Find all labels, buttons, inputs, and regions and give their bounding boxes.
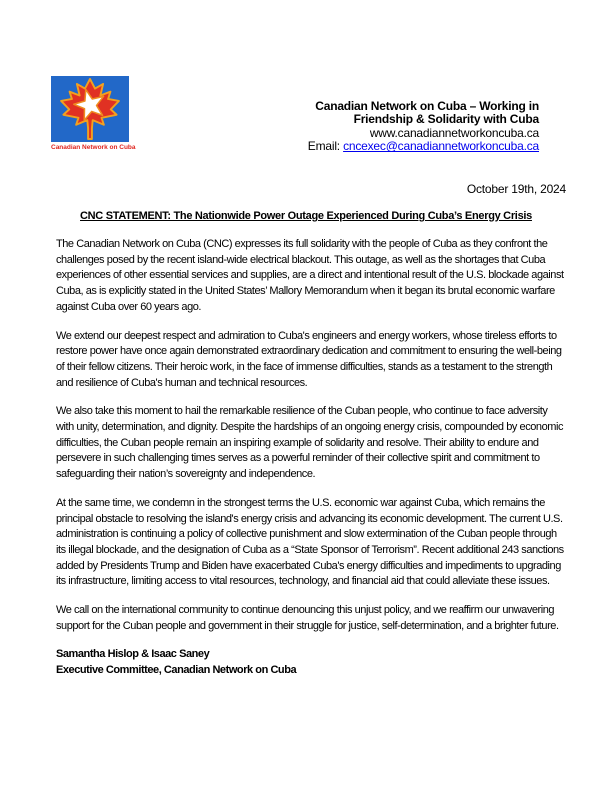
signature-role: Executive Committee, Canadian Network on Cuba: [56, 664, 297, 677]
org-name-line1: Canadian Network on Cuba – Working in: [315, 99, 539, 113]
signature-block: [56, 647, 564, 678]
letterhead: [308, 100, 539, 154]
statement-title: CNC STATEMENT: The Nationwide Power Outage Experienced During Cuba’s Energy Crisis: [80, 210, 532, 222]
paragraph-4: At the same time, we condemn in the strongest terms the U.S. economic war against Cuba, which remains the principal obstacle to resolving the island's energy crisis and advancing its economic development. The current U.S. administration is continuing a policy of collective punishment and slow extermination of the Cuban people through its illegal blockade, and the designation of Cuba as a “State Sponsor of Terrorism”. Recent additional 243 sanctions added by Presidents Trump and Biden have exacerbated Cuba's energy difficulties and impediments to upgrading its infrastructure, limiting access to vital resources, technology, and financial aid that could alleviate these issues.: [56, 496, 564, 588]
org-name-line2: Friendship & Solidarity with Cuba: [353, 112, 539, 127]
maple-leaf-star-icon: [51, 76, 129, 142]
paragraph-2: We extend our deepest respect and admiration to Cuba's engineers and energy workers, whose tireless efforts to restore power have once again demonstrated extraordinary dedication and commitment to ensuring the well-being of their fellow citizens. Their heroic work, in the face of immense difficulties, stands as a testament to the strength and resilience of Cuba's human and technical resources.: [56, 329, 562, 389]
signature-names: Samantha Hislop & Isaac Saney: [56, 648, 210, 661]
email-line: [308, 140, 539, 153]
statement-body: [56, 237, 564, 679]
paragraph-3: We also take this moment to hail the remarkable resilience of the Cuban people, who continue to face adversity with unity, determination, and dignity. Despite the hardships of an ongoing energy crisis, compounded by economic difficulties, the Cuban people remain an inspiring example of solidarity and resolve. Their ability to endure and persevere in such challenging times serves as a powerful reminder of their collective spirit and commitment to safeguarding their nation’s sovereignty and independence.: [56, 405, 564, 481]
logo-caption: Canadian Network on Cuba: [51, 142, 129, 154]
paragraph-5: We call on the international community to continue denouncing this unjust policy, and we reaffirm our unwavering support for the Cuban people and government in their struggle for justice, self-determination, and a brighter future.: [56, 604, 559, 632]
document-date: October 19th, 2024: [466, 182, 566, 196]
email-link[interactable]: cncexec@canadiannetworkoncuba.ca: [343, 139, 539, 154]
paragraph-1: The Canadian Network on Cuba (CNC) expresses its full solidarity with the people of Cuba as they confront the challenges posed by the recent island-wide electrical blackout. This outage, as well as the shortages that Cuba experiences of other essential services and supplies, are a direct and intentional result of the U.S. blockade against Cuba, as is explicitly stated in the United States’ Mallory Memorandum when it began its brutal economic warfare against Cuba over 60 years ago.: [56, 238, 564, 313]
cnc-logo: [51, 76, 136, 154]
email-label: Email:: [307, 139, 344, 154]
website-url: www.canadiannetworkoncuba.ca: [369, 125, 539, 140]
